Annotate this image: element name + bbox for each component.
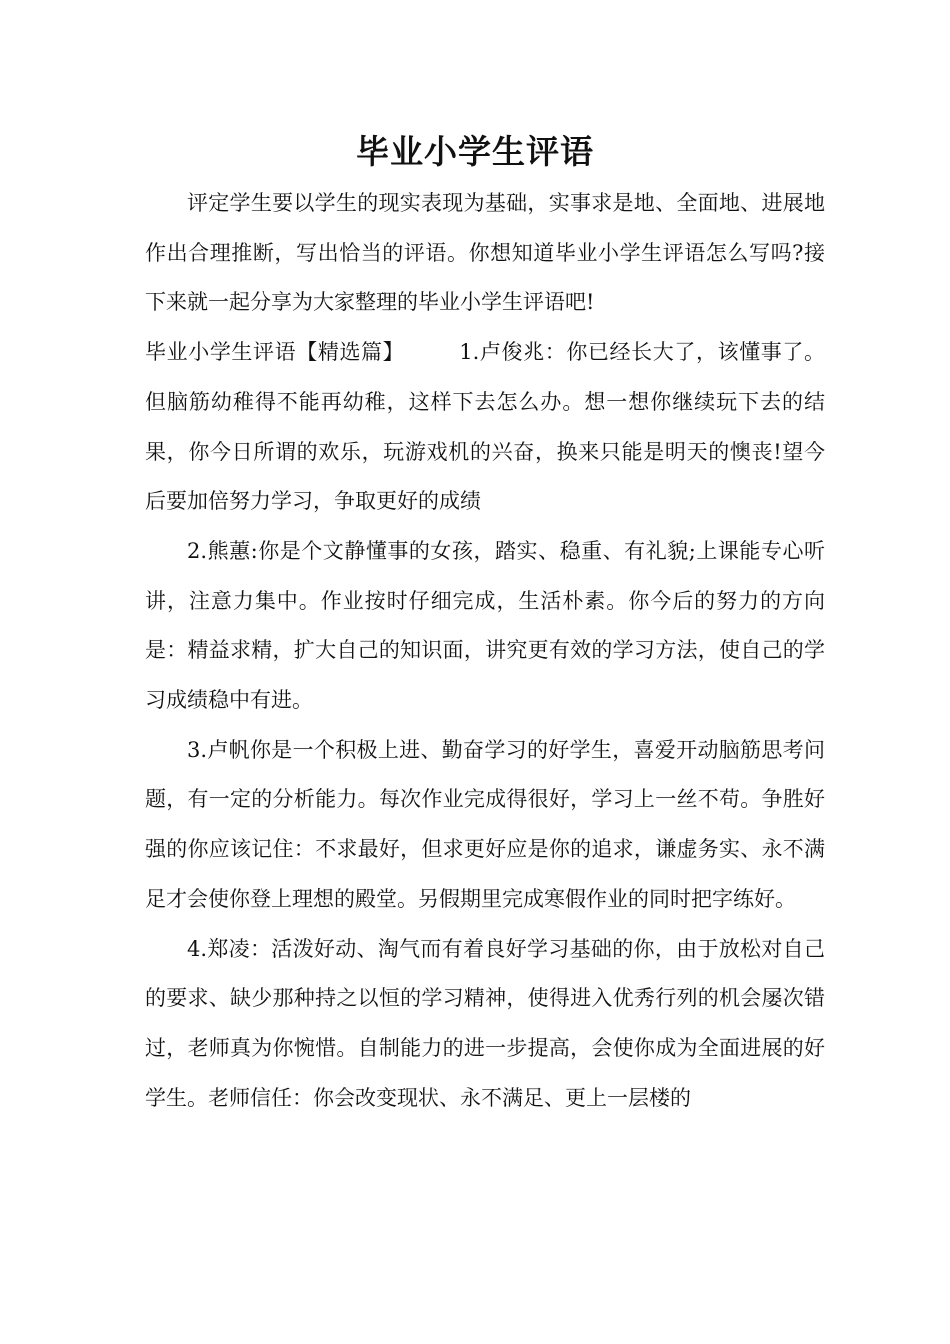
comment-1: 1.卢俊兆：你已经长大了，该懂事了。但脑筋幼稚得不能再幼稚，这样下去怎么办。想一想你继续玩下去的结果，你今日所谓的欢乐，玩游戏机的兴奋，换来只能是明天的懊丧!望今后要加倍努力学习，争取更好的成绩 [145,340,825,514]
document-title: 毕业小学生评语 [356,132,594,171]
comment-3: 3.卢帆你是一个积极上进、勤奋学习的好学生，喜爱开动脑筋思考问题，有一定的分析能力。每次作业完成得很好，学习上一丝不苟。争胜好强的你应该记住：不求最好，但求更好应是你的追求，谦虚务实、永不满足才会使你登上理想的殿堂。另假期里完成寒假作业的同时把字练好。 [145,737,825,911]
document-body [145,179,825,1123]
first-comment-paragraph [145,328,825,527]
section-heading: 毕业小学生评语【精选篇】 [145,340,405,365]
intro-paragraph: 评定学生要以学生的现实表现为基础，实事求是地、全面地、进展地作出合理推断，写出恰当的评语。你想知道毕业小学生评语怎么写吗?接下来就一起分享为大家整理的毕业小学生评语吧! [145,191,825,315]
comment-2: 2.熊蕙:你是个文静懂事的女孩，踏实、稳重、有礼貌;上课能专心听讲，注意力集中。作业按时仔细完成，生活朴素。你今后的努力的方向是：精益求精，扩大自己的知识面，讲究更有效的学习方法，使自己的学习成绩稳中有进。 [145,538,825,713]
comment-4: 4.郑凌：活泼好动、淘气而有着良好学习基础的你，由于放松对自己的要求、缺少那种持之以恒的学习精神，使得进入优秀行列的机会屡次错过，老师真为你惋惜。自制能力的进一步提高，会使你成为全面进展的好学生。老师信任：你会改变现状、永不满足、更上一层楼的 [145,936,825,1110]
